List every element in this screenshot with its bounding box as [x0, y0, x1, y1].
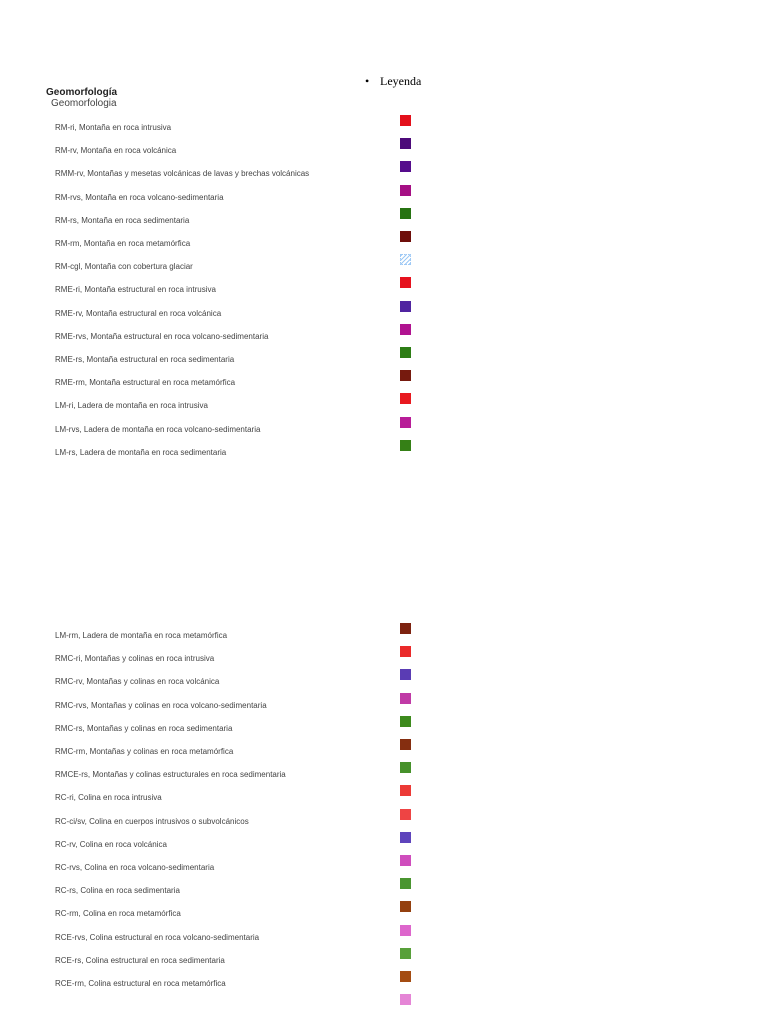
legend-row — [0, 399, 768, 413]
legend-swatch — [400, 925, 411, 936]
legend-swatch — [400, 785, 411, 796]
legend-row — [0, 791, 768, 805]
legend-bullet: • — [365, 74, 370, 88]
legend-row — [0, 1000, 768, 1014]
legend-swatch — [400, 716, 411, 727]
legend-label: RCE-rvs, Colina estructural en roca volcano-sedimentaria — [55, 932, 260, 942]
legend-label: RCE-rs, Colina estructural en roca sedimentaria — [55, 955, 225, 965]
legend-swatch — [400, 948, 411, 959]
legend-row — [0, 446, 768, 460]
legend-row — [0, 423, 768, 437]
legend-label: RMC-rv, Montañas y colinas en roca volcánica — [55, 677, 220, 687]
legend-swatch — [400, 971, 411, 982]
legend-row — [0, 330, 768, 344]
legend-label: RMCE-rs, Montañas y colinas estructurales en roca sedimentaria — [55, 770, 286, 780]
legend-row — [0, 214, 768, 228]
legend-row — [0, 237, 768, 251]
legend-row — [0, 167, 768, 181]
legend-row — [0, 884, 768, 898]
legend-label: RME-rs, Montaña estructural en roca sedimentaria — [55, 355, 235, 364]
legend-label: RM-rvs, Montaña en roca volcano-sedimentaria — [55, 192, 224, 202]
legend-label: RME-rv, Montaña estructural en roca volcánica — [55, 308, 222, 318]
legend-label: RC-ri, Colina en roca intrusiva — [55, 793, 162, 803]
legend-row — [0, 745, 768, 759]
legend-row — [0, 722, 768, 736]
legend-label: RMM-rv, Montañas y mesetas volcánicas de lavas y brechas volcánicas — [55, 169, 310, 179]
legend-row — [0, 977, 768, 991]
legend-swatch — [400, 115, 411, 126]
legend-label: RC-rm, Colina en roca metamórfica — [55, 909, 181, 919]
legend-swatch — [400, 161, 411, 172]
legend-label: RC-rvs, Colina en roca volcano-sedimentaria — [55, 863, 215, 872]
legend-label: LM-rs, Ladera de montaña en roca sedimentaria — [55, 447, 227, 457]
legend-swatch — [400, 762, 411, 773]
legend-row — [0, 652, 768, 666]
legend-row — [0, 815, 768, 829]
legend-row — [0, 121, 768, 135]
legend-header — [365, 74, 421, 89]
legend-swatch — [400, 138, 411, 149]
legend-swatch — [400, 347, 411, 358]
legend-swatch — [400, 739, 411, 750]
legend-row — [0, 629, 768, 643]
legend-label: RMC-rvs, Montañas y colinas en roca volcano-sedimentaria — [55, 700, 267, 710]
legend-row — [0, 907, 768, 921]
legend-swatch — [400, 440, 411, 451]
legend-swatch — [400, 878, 411, 889]
legend-swatch — [400, 646, 411, 657]
legend-swatch — [400, 208, 411, 219]
legend-swatch — [400, 623, 411, 634]
legend-label: RMC-rm, Montañas y colinas en roca metamórfica — [55, 747, 234, 756]
legend-row — [0, 675, 768, 689]
legend-label: LM-ri, Ladera de montaña en roca intrusiva — [55, 401, 208, 411]
legend-row — [0, 954, 768, 968]
legend-label: RM-rm, Montaña en roca metamórfica — [55, 239, 191, 248]
group-title: Geomorfología — [46, 87, 118, 98]
legend-swatch — [400, 809, 411, 820]
legend-row — [0, 376, 768, 390]
legend-swatch — [400, 393, 411, 404]
legend-label: RMC-ri, Montañas y colinas en roca intrusiva — [55, 654, 215, 664]
legend-row — [0, 931, 768, 945]
legend-swatch — [400, 301, 411, 312]
legend-row — [0, 307, 768, 321]
legend-label: RME-rm, Montaña estructural en roca metamórfica — [55, 378, 236, 388]
legend-label: RM-ri, Montaña en roca intrusiva — [55, 123, 172, 132]
legend-row — [0, 260, 768, 274]
legend-swatch — [400, 994, 411, 1005]
legend-label: RM-rs, Montaña en roca sedimentaria — [55, 215, 190, 225]
legend-label: RM-rv, Montaña en roca volcánica — [55, 146, 177, 156]
legend-swatch — [400, 693, 411, 704]
legend-label: LM-rvs, Ladera de montaña en roca volcano-sedimentaria — [55, 424, 261, 434]
legend-swatch — [400, 277, 411, 288]
legend-label: RCE-rm, Colina estructural en roca metamórfica — [55, 979, 226, 988]
legend-swatch — [400, 324, 411, 335]
legend-label: LM-rm, Ladera de montaña en roca metamórfica — [55, 631, 228, 640]
legend-row — [0, 191, 768, 205]
legend-swatch — [400, 669, 411, 680]
legend-swatch — [400, 370, 411, 381]
legend-row — [0, 861, 768, 875]
legend-label: RME-rvs, Montaña estructural en roca volcano-sedimentaria — [55, 331, 269, 341]
legend-swatch — [400, 231, 411, 242]
legend-swatch — [400, 832, 411, 843]
legend-swatch — [400, 185, 411, 196]
legend-row — [0, 353, 768, 367]
legend-swatch — [400, 901, 411, 912]
legend-label: RC-rs, Colina en roca sedimentaria — [55, 886, 180, 896]
legend-row — [0, 144, 768, 158]
legend-swatch — [400, 254, 411, 265]
legend-row — [0, 283, 768, 297]
legend-label: RME-ri, Montaña estructural en roca intrusiva — [55, 285, 216, 295]
layer-name: Geomorfologia — [51, 98, 117, 109]
legend-swatch — [400, 417, 411, 428]
legend-label: RC-ci/sv, Colina en cuerpos intrusivos o subvolcánicos — [55, 816, 249, 826]
legend-label: RM-cgl, Montaña con cobertura glaciar — [55, 262, 193, 272]
legend-row — [0, 768, 768, 782]
legend-label: RMC-rs, Montañas y colinas en roca sedimentaria — [55, 723, 233, 733]
legend-label: RC-rv, Colina en roca volcánica — [55, 839, 167, 849]
legend-row — [0, 838, 768, 852]
legend-row — [0, 699, 768, 713]
legend-title: Leyenda — [380, 74, 422, 88]
legend-swatch — [400, 855, 411, 866]
